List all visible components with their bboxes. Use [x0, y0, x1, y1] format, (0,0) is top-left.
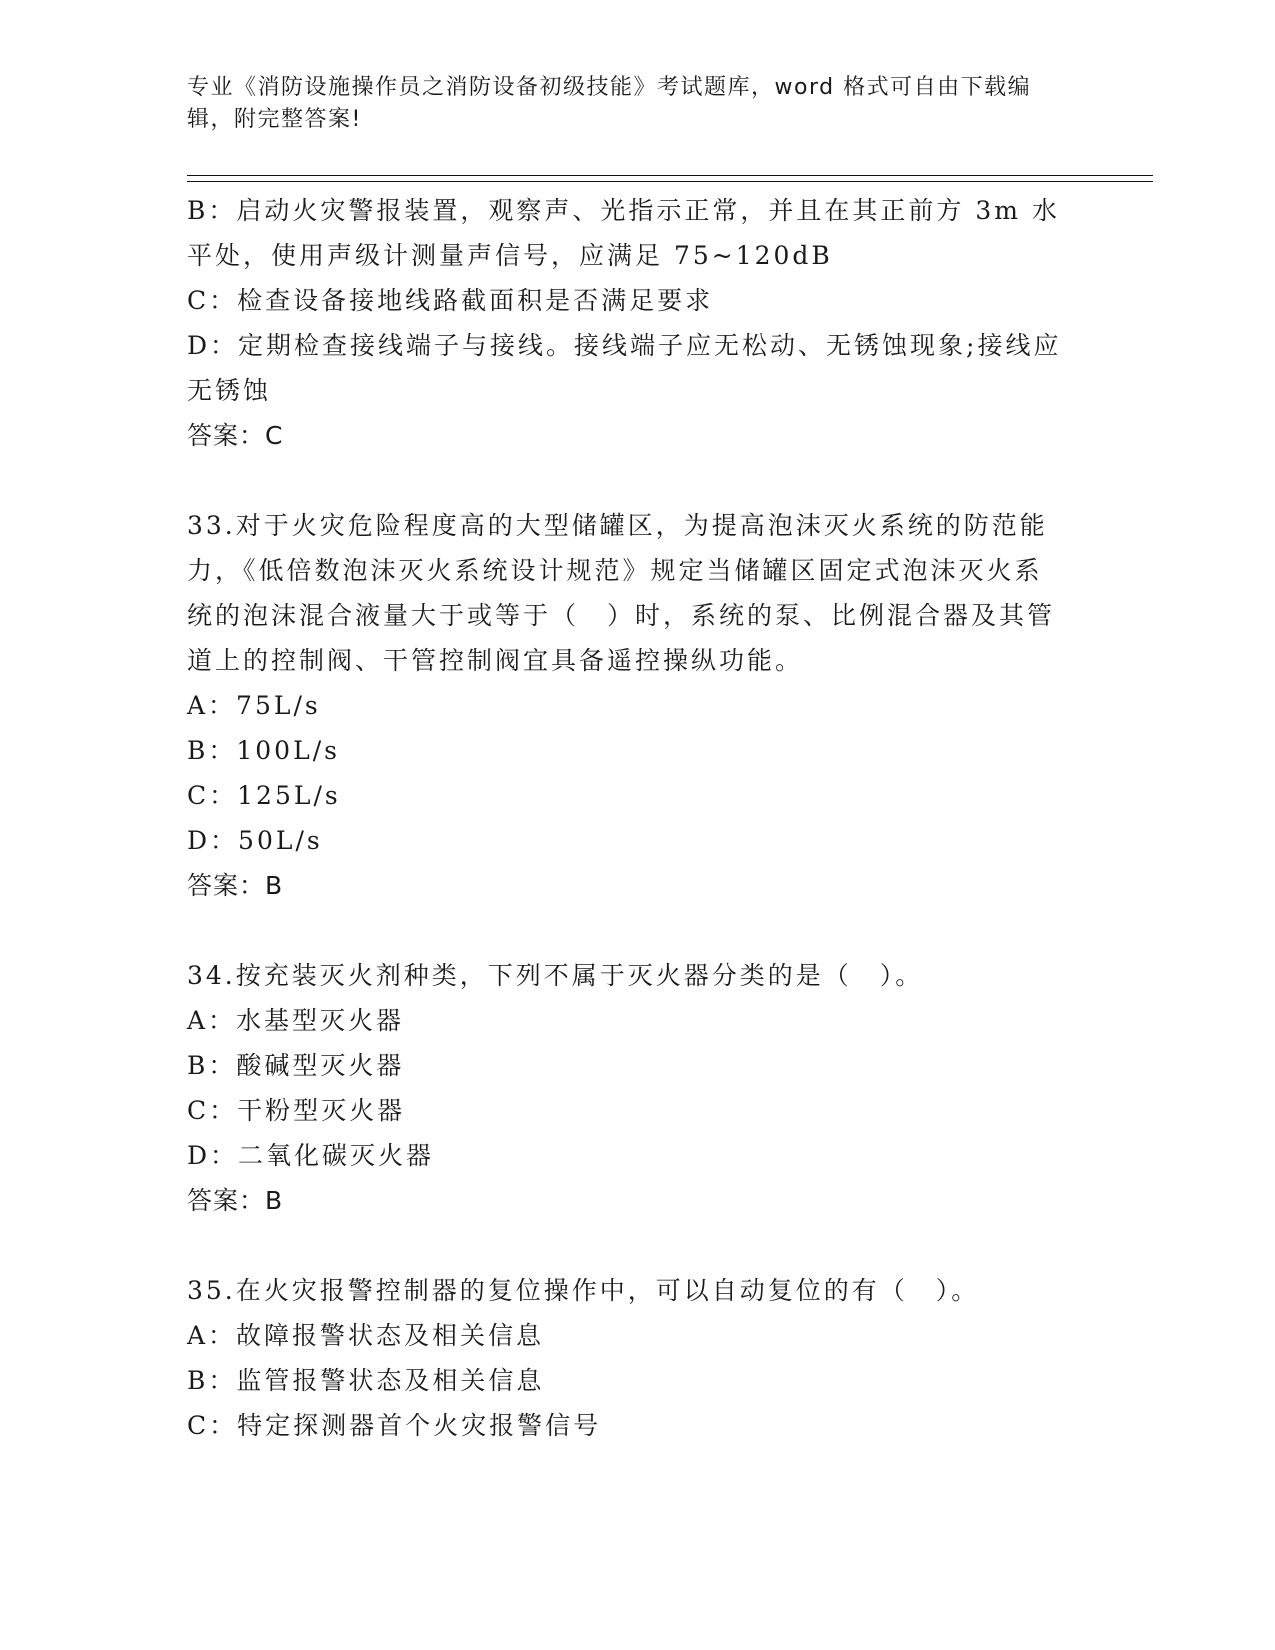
- option-b: B：监管报警状态及相关信息: [187, 1366, 545, 1395]
- option-d: D：二氧化碳灭火器: [187, 1141, 435, 1170]
- option-b: B：100L/s: [187, 736, 340, 765]
- option-c: C：特定探测器首个火灾报警信号: [187, 1411, 602, 1440]
- question-32-continued: [187, 188, 1067, 458]
- option-c: C：125L/s: [187, 781, 341, 810]
- option-d: D：50L/s: [187, 826, 323, 855]
- question-35: [187, 1268, 1067, 1448]
- answer: 答案：B: [187, 871, 284, 900]
- document-body: [187, 188, 1067, 1448]
- question-text: 34.按充装灭火剂种类，下列不属于灭火器分类的是（ ）。: [187, 961, 924, 990]
- answer: 答案：C: [187, 421, 284, 450]
- answer: 答案：B: [187, 1186, 284, 1215]
- option-a: A：故障报警状态及相关信息: [187, 1321, 545, 1350]
- option-c: C：干粉型灭火器: [187, 1096, 406, 1125]
- page-header: [187, 72, 1067, 136]
- header-rule: [187, 175, 1153, 176]
- question-text: 33.对于火灾危险程度高的大型储罐区，为提高泡沫灭火系统的防范能力，《低倍数泡沫灭火系统设计规范》规定当储罐区固定式泡沫灭火系统的泡沫混合液量大于或等于（ ）时，系统的泵、比例混合器及其管道上的控制阀、干管控制阀宜具备遥控操纵功能。: [187, 511, 1056, 675]
- header-rule-double: [187, 181, 1153, 182]
- question-text: 35.在火灾报警控制器的复位操作中，可以自动复位的有（ ）。: [187, 1276, 980, 1305]
- header-text: 专业《消防设施操作员之消防设备初级技能》考试题库，word 格式可自由下载编辑，附完整答案!: [187, 75, 1032, 132]
- option-d: D：定期检查接线端子与接线。接线端子应无松动、无锈蚀现象;接线应无锈蚀: [187, 331, 1062, 405]
- question-34: [187, 953, 1067, 1223]
- option-b: B：酸碱型灭火器: [187, 1051, 405, 1080]
- question-33: [187, 503, 1067, 908]
- option-c: C：检查设备接地线路截面积是否满足要求: [187, 286, 714, 315]
- option-a: A：水基型灭火器: [187, 1006, 405, 1035]
- option-b: B：启动火灾警报装置，观察声、光指示正常，并且在其正前方 3m 水平处，使用声级计测量声信号，应满足 75~120dB: [187, 196, 1060, 270]
- option-a: A：75L/s: [187, 691, 321, 720]
